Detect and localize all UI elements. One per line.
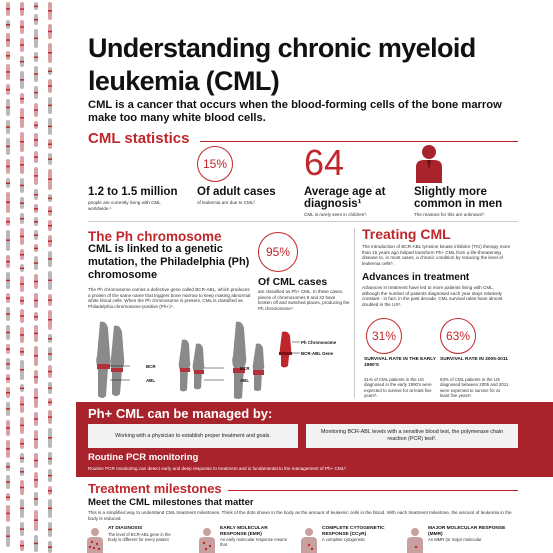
survival-63-circle <box>440 318 476 354</box>
strip-chromosome <box>20 38 24 52</box>
strip-chromosome <box>48 2 52 20</box>
ph-95-circle <box>258 232 298 272</box>
strip-chromosome <box>6 493 10 501</box>
label-abl-1: ABL <box>146 378 156 383</box>
strip-chromosome <box>20 20 24 34</box>
strip-chromosome <box>34 312 38 321</box>
strip-chromosome <box>20 156 24 174</box>
body-ccyr-icon <box>298 527 320 553</box>
strip-chromosome <box>48 67 52 75</box>
ph-heading: The Ph chromosome <box>88 229 222 244</box>
strip-chromosome <box>20 296 24 305</box>
strip-chromosome <box>34 510 38 531</box>
strip-chromosome <box>34 293 38 308</box>
advances-heading: Advances in treatment <box>362 272 470 283</box>
survival-2005-heading: SURVIVAL RATE IN 2005-2011 <box>440 357 508 362</box>
stat-age-big: Average age at diagnosis¹ <box>304 186 386 210</box>
strip-chromosome <box>6 307 10 321</box>
strip-chromosome <box>48 522 52 537</box>
stat-adult <box>197 186 287 206</box>
managed-box-physician <box>88 424 298 448</box>
milestone-emr <box>220 526 290 547</box>
strip-chromosome <box>48 469 52 482</box>
strip-chromosome <box>34 86 38 99</box>
strip-chromosome <box>20 438 24 449</box>
chromosome-strip-decoration <box>0 0 60 553</box>
strip-chromosome <box>6 64 10 80</box>
strip-chromosome <box>48 347 52 361</box>
label-abl-2: ABL <box>240 378 250 383</box>
strip-chromosome <box>34 388 38 408</box>
strip-chromosome <box>6 120 10 134</box>
survival-63-value: 63% <box>445 329 471 343</box>
strip-chromosome <box>6 402 10 416</box>
strip-chromosome <box>20 467 24 476</box>
strip-chromosome <box>6 84 10 95</box>
strip-chromosome <box>6 178 10 188</box>
strip-chromosome <box>6 138 10 155</box>
stat-adult-big: Of adult cases <box>197 186 276 198</box>
body-emr-icon <box>196 527 218 553</box>
survival-31-circle <box>366 318 402 354</box>
strip-chromosome <box>48 235 52 247</box>
strip-chromosome <box>48 365 52 378</box>
managed-box-monitoring-text: Monitoring BCR-ABL levels with a sensitive blood test, the polymerase chain reaction (PCR) test². <box>320 429 504 442</box>
strip-chromosome <box>34 121 38 129</box>
strip-chromosome <box>20 71 24 89</box>
strip-chromosome <box>20 276 24 292</box>
strip-chromosome <box>20 522 24 536</box>
strip-chromosome <box>20 327 24 343</box>
milestones-subheading: Meet the CML milestones that matter <box>88 497 254 508</box>
treat-divider <box>354 228 355 398</box>
ph-95-value: 95% <box>265 245 291 259</box>
strip-chromosome <box>34 412 38 426</box>
pcr-body: Routine PCR monitoring can detect early and deep response to treatment and is fundamental to the management of Ph+ CML². <box>88 466 348 471</box>
strip-chromosome <box>6 374 10 383</box>
strip-chromosome <box>48 486 52 495</box>
ph-cases-heading: Of CML cases <box>258 276 328 288</box>
strip-chromosome <box>6 272 10 289</box>
strip-chromosome <box>34 325 38 342</box>
strip-chromosome <box>6 387 10 398</box>
man-icon <box>414 143 444 183</box>
managed-box-monitoring <box>306 424 518 448</box>
strip-chromosome <box>48 139 52 149</box>
strip-chromosome <box>48 118 52 135</box>
milestone-ccyr-title: COMPLETE CYTOGENETIC RESPONSE (CCyR) <box>322 526 385 537</box>
strip-chromosome <box>20 480 24 495</box>
milestone-mmr-sub: An MMR (or major molecular <box>428 537 482 543</box>
strip-chromosome <box>6 358 10 370</box>
strip-chromosome <box>48 310 52 330</box>
treat-body: The introduction of BCR-ABL tyrosine kinase inhibitor (TKI) therapy more than 15 years ago helped transform Ph+ CML from a life-threatening disease to, in most cases, a chronic condition by reducing the level of leukemia cells⁵. <box>362 244 511 266</box>
strip-chromosome <box>6 420 10 436</box>
stat-age-number: 64 <box>304 142 345 183</box>
treat-heading: Treating CML <box>362 226 451 242</box>
strip-chromosome <box>6 99 10 116</box>
advances-body: Advances in treatment have led to more patients living with CML, although the number of patients diagnosed each year stays relatively constant - in fact, in the past decade, CML survival rates have almost doubled in the US⁶. <box>362 285 503 307</box>
strip-chromosome <box>48 220 52 231</box>
milestones-heading: Treatment milestones <box>88 481 222 496</box>
strip-chromosome <box>6 505 10 522</box>
survival-31-value: 31% <box>371 329 397 343</box>
strip-chromosome <box>34 14 38 25</box>
strip-chromosome <box>34 151 38 163</box>
page-title: Understanding chronic myeloid leukemia (CML) <box>88 33 476 96</box>
strip-chromosome <box>48 153 52 165</box>
stat-15-value: 15% <box>202 157 228 171</box>
strip-chromosome <box>20 417 24 434</box>
strip-chromosome <box>34 29 38 48</box>
stat-people-small: people are currently living with CML worldwide.¹ <box>88 200 161 211</box>
strip-chromosome <box>48 79 52 93</box>
strip-chromosome <box>20 499 24 518</box>
strip-chromosome <box>6 192 10 213</box>
strip-chromosome <box>34 230 38 240</box>
strip-chromosome <box>48 499 52 518</box>
strip-chromosome <box>20 360 24 380</box>
strip-chromosome <box>48 194 52 202</box>
strip-chromosome <box>6 20 10 29</box>
strip-chromosome <box>34 167 38 185</box>
stat-age-small: CML is rarely seen in children³. <box>304 212 368 217</box>
strip-chromosome <box>6 2 10 16</box>
milestone-emr-sub: An early molecular response means that <box>220 537 287 548</box>
strip-chromosome <box>20 540 24 551</box>
strip-chromosome <box>34 346 38 366</box>
strip-chromosome <box>6 475 10 489</box>
strip-chromosome <box>6 293 10 303</box>
strip-chromosome <box>6 51 10 60</box>
milestone-diagnosis <box>108 526 178 542</box>
strip-chromosome <box>34 430 38 449</box>
strip-chromosome <box>20 108 24 128</box>
survival-1990-heading: SURVIVAL RATE IN THE EARLY 1990'S <box>364 357 436 368</box>
strip-chromosome <box>20 384 24 392</box>
strip-chromosome <box>34 189 38 200</box>
body-diagnosis-icon <box>84 527 106 553</box>
strip-chromosome <box>34 204 38 213</box>
pcr-heading: Routine PCR monitoring <box>88 452 199 463</box>
strip-chromosome <box>6 440 10 458</box>
body-mmr-icon <box>404 527 426 553</box>
strip-chromosome <box>48 541 52 553</box>
strip-chromosome <box>48 43 52 63</box>
milestone-mmr-title: MAJOR MOLECULAR RESPONSE (MMR) <box>428 526 506 537</box>
strip-chromosome <box>34 274 38 289</box>
strip-chromosome <box>34 492 38 506</box>
stats-bottom-rule <box>88 221 518 222</box>
strip-chromosome <box>20 249 24 260</box>
strip-chromosome <box>20 56 24 67</box>
milestone-ccyr <box>322 526 394 542</box>
label-bcr-1: BCR <box>146 364 156 369</box>
milestone-emr-title: EARLY MOLECULAR RESPONSE (EMR) <box>220 526 268 537</box>
strip-chromosome <box>20 213 24 224</box>
stat-15-circle <box>197 146 233 182</box>
strip-chromosome <box>20 309 24 323</box>
strip-chromosome <box>6 33 10 47</box>
strip-chromosome <box>48 206 52 216</box>
stat-people <box>88 186 178 211</box>
stat-men-big: Slightly more common in men <box>414 186 503 210</box>
survival-1990-body: 31% of CML patients in the US diagnosed in the early 1990's were expected to survive for at least five years⁶. <box>364 377 432 399</box>
chromosome-illustration <box>86 318 356 400</box>
milestone-diagnosis-sub: The level of BCR-ABL gene in the body is different for every patient <box>108 531 171 542</box>
strip-chromosome <box>34 472 38 488</box>
strip-chromosome <box>20 264 24 272</box>
strip-chromosome <box>48 271 52 290</box>
label-bcr-2: BCR <box>240 366 250 371</box>
strip-chromosome <box>6 217 10 226</box>
strip-chromosome <box>20 93 24 104</box>
strip-chromosome <box>20 197 24 209</box>
strip-chromosome <box>34 256 38 270</box>
strip-chromosome <box>34 66 38 82</box>
strip-chromosome <box>34 453 38 468</box>
strip-chromosome <box>48 97 52 114</box>
stat-adult-small: of leukemia are due to CML² <box>197 200 255 205</box>
strip-chromosome <box>48 294 52 306</box>
strip-chromosome <box>48 398 52 406</box>
stat-people-big: 1.2 to 1.5 million <box>88 186 178 198</box>
ph-subheading: CML is linked to a genetic mutation, the Philadelphia (Ph) chromosome <box>88 243 250 281</box>
strip-chromosome <box>34 133 38 147</box>
strip-chromosome <box>6 325 10 340</box>
strip-chromosome <box>48 452 52 465</box>
strip-chromosome <box>6 344 10 354</box>
milestone-diagnosis-title: AT DIAGNOSIS <box>108 526 143 531</box>
managed-heading: Ph+ CML can be managed by: <box>88 406 273 421</box>
strip-chromosome <box>48 382 52 394</box>
milestones-body: This is a simplified way to understand CML treatment milestones. Think of the dots shown in the body as the amount of leukemic cells in the blood. With each treatment milestone, the amount of leukemia in the body is reduced. <box>88 510 512 521</box>
strip-chromosome <box>6 230 10 251</box>
milestones-rule <box>228 490 518 491</box>
strip-chromosome <box>20 453 24 463</box>
survival-2005-body: 63% of CML patients in the US diagnosed between 2005 and 2011 were expected to survive for at least five years⁶. <box>440 377 509 399</box>
milestone-ccyr-sub: A complete cytogenetic <box>322 537 366 543</box>
strip-chromosome <box>34 535 38 552</box>
milestone-mmr <box>428 526 518 542</box>
strip-chromosome <box>20 347 24 356</box>
stat-age <box>304 186 394 218</box>
strip-chromosome <box>34 52 38 62</box>
ph-body: The Ph chromosome carries a defective gene called BCR-ABL, which produces a protein of the same name that triggers bone marrow to keep making abnormal white blood cells. When the Ph chromosome is present, CML is classified as Philadelphia chromosome-positive (Ph+)⁴. <box>88 287 251 309</box>
strip-chromosome <box>20 2 24 16</box>
strip-chromosome <box>48 169 52 190</box>
managed-box-physician-text: Working with a physician to establish proper treatment and goals. <box>115 432 271 439</box>
strip-chromosome <box>6 526 10 547</box>
strip-chromosome <box>48 428 52 448</box>
ph-cases-body: are classified as Ph+ CML. In these cases, pieces of chromosomes 9 and 22 have broken off and switched places, producing the Ph chromosome⁴. <box>258 289 350 311</box>
strip-chromosome <box>34 2 38 10</box>
stat-men <box>414 186 514 218</box>
strip-chromosome <box>20 228 24 245</box>
strip-chromosome <box>48 24 52 39</box>
strip-chromosome <box>34 244 38 252</box>
stats-rule <box>200 141 518 142</box>
strip-chromosome <box>6 255 10 268</box>
strip-chromosome <box>6 462 10 471</box>
intro-text: CML is a cancer that occurs when the blood-forming cells of the bone marrow make too many white blood cells. <box>88 99 502 124</box>
strip-chromosome <box>34 103 38 117</box>
stat-men-small: The reasons for this are unknown³. <box>414 212 485 217</box>
strip-chromosome <box>20 178 24 193</box>
strip-chromosome <box>48 251 52 267</box>
strip-chromosome <box>34 217 38 226</box>
label-bcr-abl-gene: BCR-ABL Gene <box>301 351 334 356</box>
stats-heading: CML statistics <box>88 130 190 147</box>
label-ph-chromosome: Ph Chromosome <box>301 340 337 345</box>
strip-chromosome <box>20 396 24 413</box>
strip-chromosome <box>34 370 38 384</box>
strip-chromosome <box>48 410 52 424</box>
strip-chromosome <box>6 159 10 174</box>
strip-chromosome <box>20 132 24 152</box>
strip-chromosome <box>48 334 52 343</box>
